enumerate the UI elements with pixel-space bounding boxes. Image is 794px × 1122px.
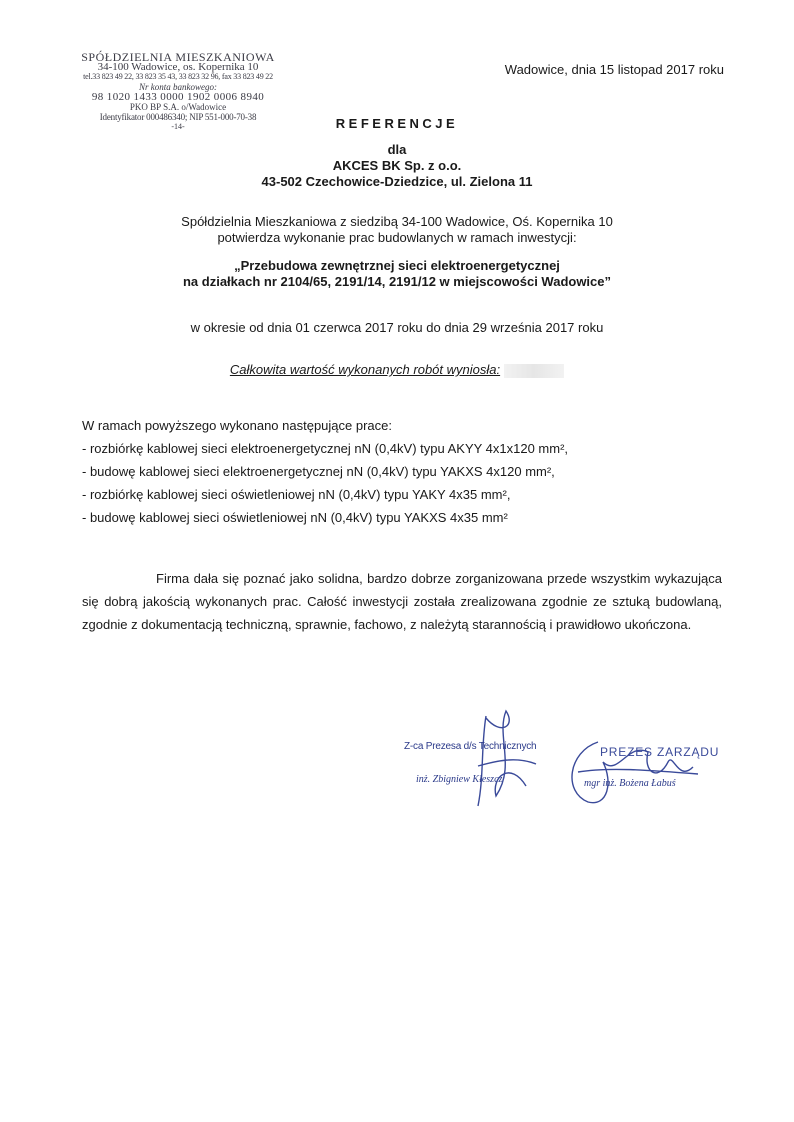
signature-scribble-left: [456, 706, 546, 816]
recipient-address: 43-502 Czechowice-Dziedzice, ul. Zielona 11: [261, 174, 533, 189]
intro-line-1: Spółdzielnia Mieszkaniowa z siedzibą 34-100 Wadowice, Oś. Kopernika 10: [181, 214, 613, 229]
left-signatory-title: Z-ca Prezesa d/s Technicznych: [404, 741, 537, 752]
project-line-1: „Przebudowa zewnętrznej sieci elektroenergetycznej: [234, 258, 560, 273]
stamp-line-6: PKO BP S.A. o/Wadowice: [129, 102, 227, 112]
list-item: - budowę kablowej sieci oświetleniowej nN (0,4kV) typu YAKXS 4x35 mm²: [82, 510, 508, 525]
left-signatory-name: inż. Zbigniew Kłeszcz: [416, 774, 503, 785]
list-item: - rozbiórkę kablowej sieci elektroenergetycznej nN (0,4kV) typu AKYY 4x1x120 mm²,: [82, 441, 569, 456]
stamp-line-5: 98 1020 1433 0000 1902 0006 8940: [91, 91, 265, 103]
recipient-name: AKCES BK Sp. z o.o.: [332, 158, 462, 173]
project-line-2: na działkach nr 2104/65, 2191/14, 2191/12 w miejscowości Wadowice”: [182, 274, 612, 289]
stamp-line-4: Nr konta bankowego:: [139, 82, 217, 92]
list-item: - budowę kablowej sieci elektroenergetycznej nN (0,4kV) typu YAKXS 4x120 mm²,: [82, 464, 555, 479]
stamp-line-3: tel.33 823 49 22, 33 823 35 43, 33 823 32 96, fax 33 823 49 22: [83, 72, 273, 81]
right-signatory-name: mgr inż. Bożena Łabuś: [584, 778, 676, 789]
document-date: Wadowice, dnia 15 listopad 2017 roku: [504, 62, 724, 77]
redacted-value: [504, 364, 564, 378]
recipient-block: [0, 142, 794, 190]
value-line: [0, 362, 794, 378]
project-title: [0, 258, 794, 290]
signature-scribble-right: [558, 722, 708, 812]
works-intro: W ramach powyższego wykonano następujące prace:: [82, 418, 392, 433]
stamp-line-1: SPÓŁDZIELNIA MIESZKANIOWA: [81, 50, 275, 64]
works-list: [82, 414, 722, 529]
period-text: w okresie od dnia 01 czerwca 2017 roku do dnia 29 września 2017 roku: [190, 320, 604, 335]
stamp-line-7: Identyfikator 000486340; NIP 551-000-70-38: [99, 112, 257, 122]
document-heading: REFERENCJE: [335, 116, 459, 131]
intro-block: [0, 214, 794, 246]
closing-paragraph: Firma dała się poznać jako solidna, bardzo dobrze zorganizowana przede wszystkim wykazująca się dobrą jakością wykonanych prac. Całość inwestycji została zrealizowana zgodnie ze sztuką budowlaną, zgodnie z dokumentacją techniczną, sprawnie, fachowo, z należytą starannością i prawidłowo ukończona.: [82, 571, 722, 632]
stamp-line-8: -14-: [171, 122, 185, 131]
intro-line-2: potwierdza wykonanie prac budowlanych w ramach inwestycji:: [217, 230, 577, 245]
value-label: Całkowita wartość wykonanych robót wyniosła:: [229, 362, 501, 377]
recipient-prefix: dla: [387, 142, 407, 157]
right-signatory-title: PREZES ZARZĄDU: [600, 745, 720, 759]
stamp-line-2: 34-100 Wadowice, os. Kopernika 10: [97, 61, 259, 73]
list-item: - rozbiórkę kablowej sieci oświetleniowej nN (0,4kV) typu YAKY 4x35 mm²,: [82, 487, 511, 502]
